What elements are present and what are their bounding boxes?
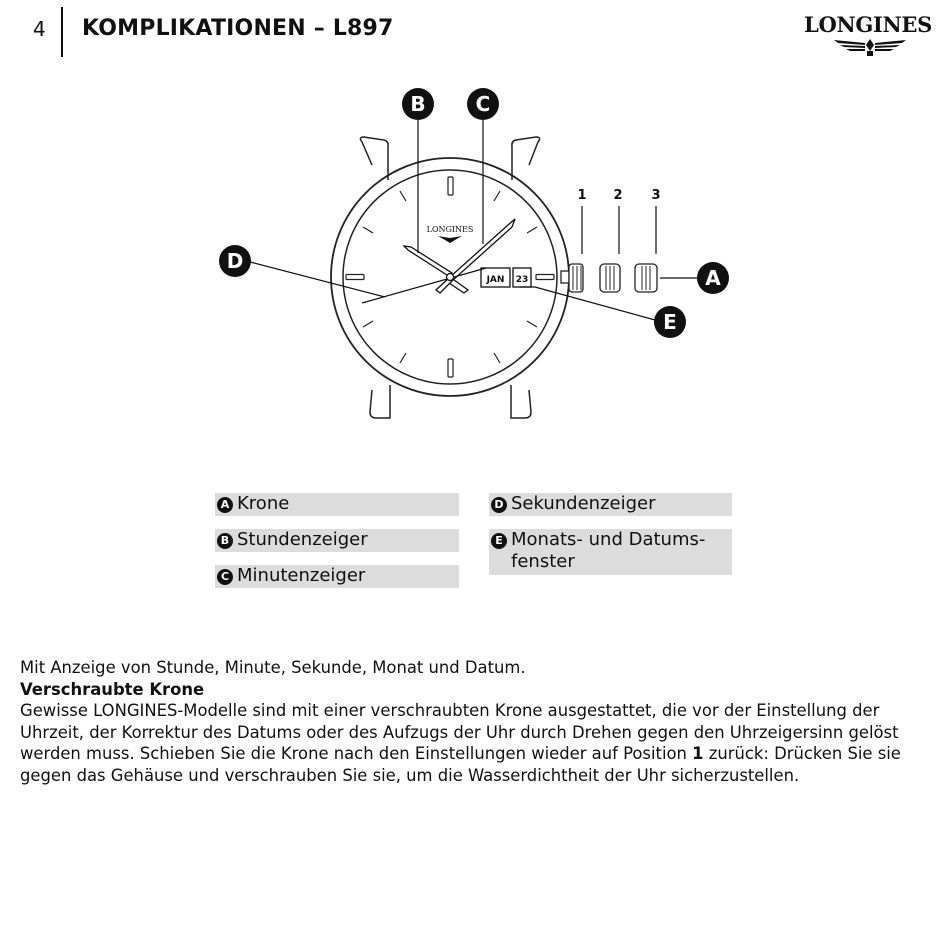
legend-item-seconds-hand: [489, 493, 732, 516]
body-text: [20, 657, 935, 786]
page-number: 4: [33, 17, 46, 41]
watch-illustration: [0, 0, 950, 460]
legend-label-date-window: Monats- und Datums-fenster: [511, 529, 706, 572]
callout-c-letter: C: [475, 92, 491, 116]
legend-badge-c: C: [217, 569, 233, 585]
date-text: 23: [515, 275, 529, 285]
crown-position-label-3: 3: [651, 188, 661, 203]
brand-wordmark: LONGINES: [804, 12, 932, 37]
intro-text: Mit Anzeige von Stunde, Minute, Sekunde, Monat und Datum.: [20, 658, 526, 677]
legend-label-hour-hand: Stundenzeiger: [237, 529, 368, 550]
paragraph-part-2: zurück: Drücken Sie sie gegen das Gehäuse und verschrauben Sie sie, um die Wasserdichtheit der Uhr sicherzustellen.: [20, 744, 901, 785]
legend-badge-d: D: [491, 497, 507, 513]
lug-top-left: [360, 137, 388, 180]
legend-item-hour-hand: [215, 529, 459, 552]
subheading-screw-crown: Verschraubte Krone: [20, 679, 205, 699]
seconds-hand: [362, 268, 486, 303]
position-number: 1: [692, 744, 704, 763]
callout-e-letter: E: [663, 310, 677, 334]
callout-d-leader: [250, 262, 385, 297]
lug-bottom-left: [370, 385, 390, 418]
legend-label-crown: Krone: [237, 493, 290, 514]
hour-hand: [404, 246, 452, 277]
paragraph-part-1: Gewisse LONGINES-Modelle sind mit einer verschraubten Krone ausgestattet, die vor der Einstellung der Uhrzeit, der Korrektur des Datums oder des Aufzugs der Uhr durch Drehen gegen den Uhrzeigersinn gelöst werden muss. Schieben Sie die Krone nach den Einstellungen wieder auf Position: [20, 701, 899, 763]
center-pinion: [447, 274, 454, 281]
legend-label-minute-hand: Minutenzeiger: [237, 565, 366, 586]
legend-item-minute-hand: [215, 565, 459, 588]
legend-label-seconds-hand: Sekundenzeiger: [511, 493, 656, 514]
callout-a-letter: A: [705, 266, 721, 290]
dial-logo-text: LONGINES: [426, 225, 474, 234]
callout-b-letter: B: [410, 92, 426, 116]
month-text: JAN: [486, 275, 505, 285]
legend-item-date-window: [489, 529, 732, 575]
callout-e-leader: [520, 287, 655, 320]
crown-position-label-2: 2: [613, 188, 623, 203]
dial-logo-icon: [438, 236, 462, 243]
screw-crown-paragraph: [20, 700, 935, 786]
lug-top-right: [512, 137, 540, 180]
callout-d-letter: D: [226, 249, 244, 273]
lug-bottom-right: [511, 385, 531, 418]
crown-position-label-1: 1: [577, 188, 587, 203]
legend-badge-b: B: [217, 533, 233, 549]
legend-badge-e: E: [491, 533, 507, 549]
page-title: KOMPLIKATIONEN – L897: [82, 16, 394, 41]
legend-badge-a: A: [217, 497, 233, 513]
legend-item-crown: [215, 493, 459, 516]
